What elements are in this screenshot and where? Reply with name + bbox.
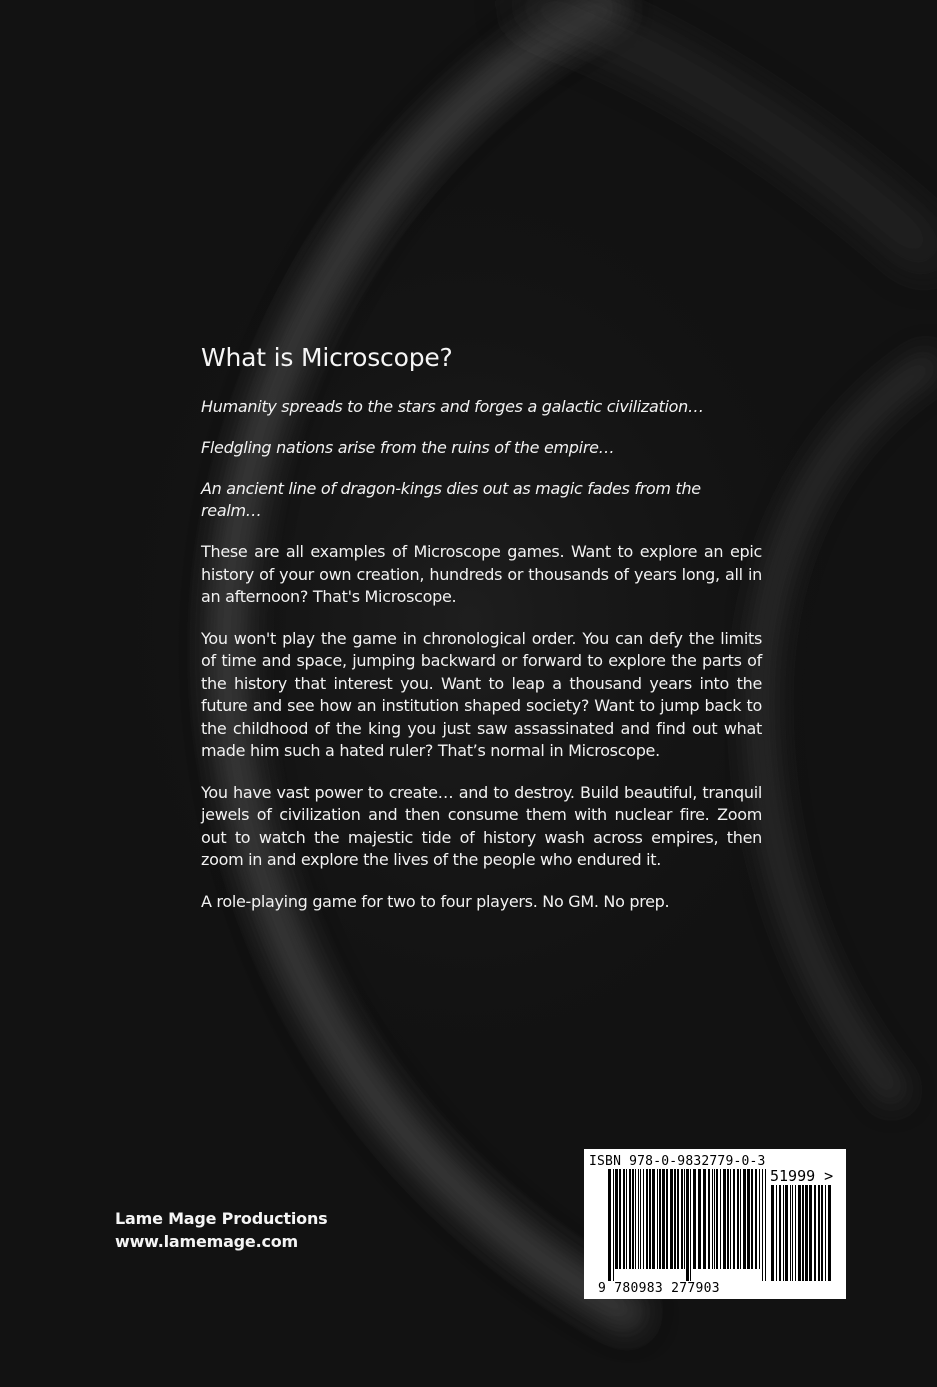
barcode-bar <box>795 1185 796 1281</box>
barcode-bar <box>608 1169 611 1281</box>
barcode-bar <box>743 1169 746 1269</box>
barcode-bar <box>798 1185 801 1281</box>
publisher-url: www.lamemage.com <box>115 1231 299 1251</box>
barcode-bar <box>659 1169 661 1269</box>
isbn-label: ISBN 978-0-9832779-0-3 <box>589 1154 766 1169</box>
barcode-bar <box>723 1169 726 1269</box>
page-title: What is Microscope? <box>201 343 453 372</box>
barcode-bar <box>776 1185 777 1281</box>
barcode-bar <box>818 1185 820 1281</box>
barcode-bar <box>765 1169 766 1281</box>
ean-digits: 9 780983 277903 <box>598 1281 720 1296</box>
barcode-bar <box>649 1169 651 1269</box>
barcode-bar <box>747 1169 750 1269</box>
barcode-bar <box>615 1169 618 1269</box>
barcode-bar <box>802 1185 804 1281</box>
ean-barcode-bars <box>608 1169 768 1281</box>
barcode-bar <box>677 1169 679 1269</box>
barcode-bar <box>792 1185 793 1281</box>
barcode-bar <box>783 1185 784 1281</box>
barcode-bar <box>638 1169 639 1269</box>
barcode-bar <box>693 1169 696 1269</box>
barcode-bar <box>698 1169 701 1269</box>
barcode-bar <box>720 1169 721 1269</box>
barcode-bar <box>790 1185 791 1281</box>
barcode-bar <box>635 1169 636 1269</box>
description-paragraph-chronology: You won't play the game in chronological order. You can defy the limits of time and space, jumping backward or forward to explore the parts of the history that interest you. Want to leap a thousand years into the future and see how an institution shaped society? Want to jump back to the childhood of the king you just saw assassinated and find out what made him such a hated ruler? That’s normal in Microscope. <box>201 628 762 760</box>
description-paragraph-examples: These are all examples of Microscope games. Want to explore an epic history of your own creation, hundreds or thousands of years long, all in an afternoon? That's Microscope. <box>201 542 762 606</box>
description-paragraph-summary: A role-playing game for two to four players. No GM. No prep. <box>201 891 670 911</box>
barcode-bar <box>814 1185 816 1281</box>
barcode-bar <box>652 1169 655 1269</box>
barcode-bar <box>629 1169 631 1269</box>
barcode-bar <box>809 1185 812 1281</box>
barcode-bar <box>821 1185 823 1281</box>
barcode-bar <box>762 1169 763 1281</box>
barcode-bar <box>643 1169 644 1269</box>
barcode-bar <box>737 1169 739 1269</box>
barcode-bar <box>759 1169 760 1269</box>
barcode-bar <box>657 1169 658 1269</box>
barcode-bar <box>733 1169 735 1269</box>
barcode-bar <box>646 1169 648 1269</box>
barcode-bar <box>825 1185 826 1281</box>
barcode-bar <box>828 1185 831 1281</box>
barcode-bar <box>674 1169 676 1269</box>
barcode-bar <box>666 1169 668 1269</box>
barcode-bar <box>613 1169 614 1281</box>
tagline-dragon-kings: An ancient line of dragon-kings dies out as magic fades from the realm… <box>201 479 701 520</box>
barcode-bar <box>740 1169 741 1269</box>
barcode-bar <box>662 1169 665 1269</box>
barcode-bar <box>716 1169 718 1269</box>
barcode-bar <box>640 1169 641 1269</box>
publisher-name: Lame Mage Productions <box>115 1209 328 1228</box>
tagline-galactic: Humanity spreads to the stars and forges a galactic civilization… <box>201 397 704 416</box>
barcode-bar <box>785 1185 788 1281</box>
barcode-bar <box>623 1169 625 1269</box>
barcode-bar <box>684 1169 685 1269</box>
barcode-bar <box>755 1169 757 1269</box>
description-paragraph-power: You have vast power to create… and to destroy. Build beautiful, tranquil jewels of civilization and then consume them with nuclear fire. Zoom out to watch the majestic tide of history wash across empires, then zoom in and explore the lives of the people who endured it. <box>201 782 762 869</box>
tagline-fledgling-nations: Fledgling nations arise from the ruins of the empire… <box>201 438 615 457</box>
barcode-bar <box>730 1169 731 1269</box>
barcode-bar <box>727 1169 729 1269</box>
barcode-bar <box>626 1169 627 1269</box>
barcode-bar <box>690 1169 691 1281</box>
addon-barcode-bars <box>771 1185 835 1281</box>
barcode-bar <box>708 1169 710 1269</box>
price-code: 51999 > <box>770 1167 834 1185</box>
barcode-bar <box>619 1169 621 1269</box>
barcode-bar <box>681 1169 683 1269</box>
isbn-barcode <box>584 1149 846 1299</box>
barcode-bar <box>771 1185 774 1281</box>
barcode-bar <box>805 1185 808 1281</box>
barcode-bar <box>779 1185 781 1281</box>
back-cover-copy <box>201 340 762 932</box>
publisher-block <box>115 1208 327 1253</box>
barcode-bar <box>703 1169 706 1269</box>
barcode-bar <box>714 1169 715 1269</box>
barcode-bar <box>751 1169 753 1269</box>
barcode-bar <box>670 1169 673 1269</box>
barcode-bar <box>686 1169 689 1281</box>
barcode-bar <box>712 1169 713 1269</box>
barcode-bar <box>632 1169 634 1269</box>
